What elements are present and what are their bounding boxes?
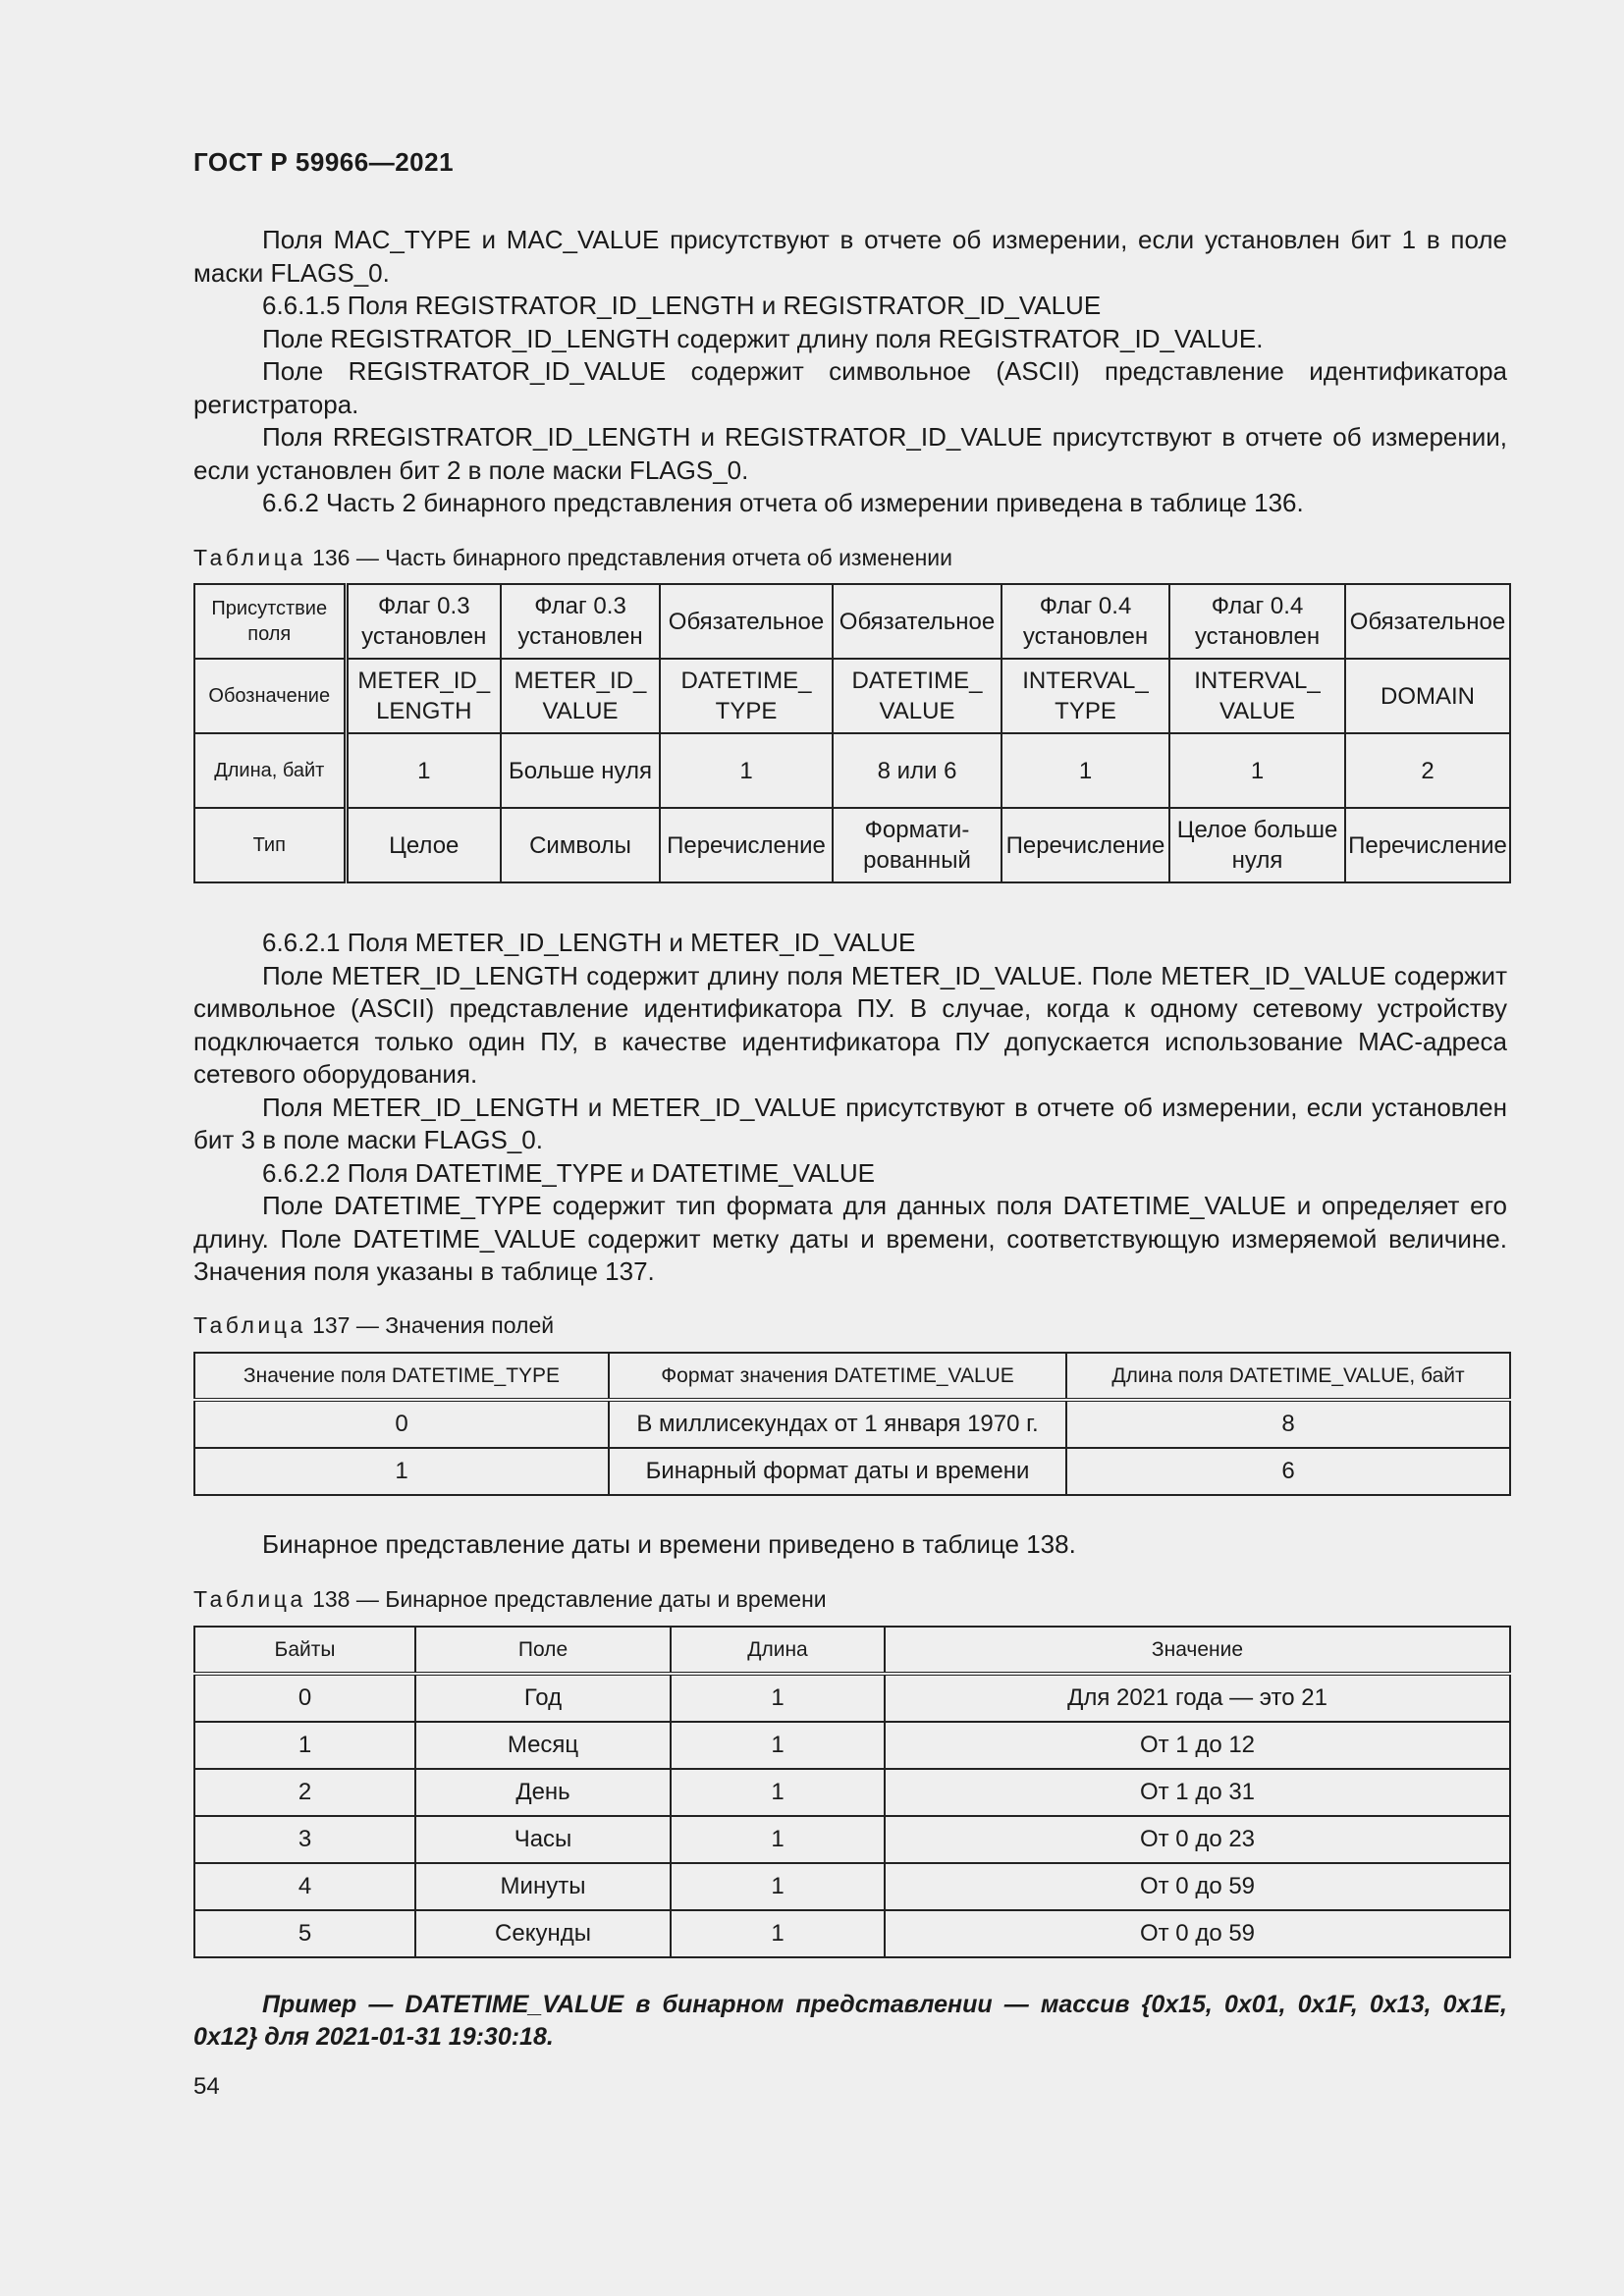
table-cell: Длина, байт [194,733,346,808]
table-cell: Флаг 0.3 установлен [501,584,660,659]
column-header: Длина поля DATETIME_VALUE, байт [1066,1353,1510,1400]
table-cell: 1 [194,1448,609,1495]
table-cell: INTERVAL_ TYPE [1001,659,1169,733]
table-cell: Присутствие поля [194,584,346,659]
table-cell: Перечисление [1345,808,1510,882]
table-row [194,1816,1510,1863]
text-block-3 [193,1528,1507,1562]
paragraph: Поля RREGISTRATOR_ID_LENGTH и REGISTRATOR_ID_VALUE присутствуют в отчете об измерении, если установлен бит 2 в поле маски FLAGS_0. [193,422,1507,485]
table-cell: Целое больше нуля [1169,808,1345,882]
page-number: 54 [193,2073,220,2100]
table-cell: Больше нуля [501,733,660,808]
table-cell: Обозначение [194,659,346,733]
section-heading: 6.6.1.5 Поля REGISTRATOR_ID_LENGTH и REGISTRATOR_ID_VALUE [262,291,1102,320]
table-136-caption [193,543,1507,572]
table-cell: Минуты [415,1863,671,1910]
table-cell: Обязательное [833,584,1001,659]
table-cell: От 0 до 59 [885,1863,1510,1910]
paragraph: Поле REGISTRATOR_ID_VALUE содержит символьное (ASCII) представление идентификатора регистратора. [193,356,1507,419]
table-cell: Целое [346,808,501,882]
table-row [194,1769,1510,1816]
column-header: Формат значения DATETIME_VALUE [609,1353,1066,1400]
table-cell: Бинарный формат даты и времени [609,1448,1066,1495]
table-cell: 6 [1066,1448,1510,1495]
table-cell: 1 [194,1722,415,1769]
table-cell: Перечисление [660,808,833,882]
column-header: Поле [415,1627,671,1674]
section-heading: 6.6.2.2 Поля DATETIME_TYPE и DATETIME_VALUE [262,1157,875,1188]
table-cell: 1 [671,1769,885,1816]
table-row [194,584,1510,659]
table-cell: 1 [671,1910,885,1957]
table-cell: В миллисекундах от 1 января 1970 г. [609,1400,1066,1448]
table-cell: Флаг 0.4 установлен [1169,584,1345,659]
table-cell: От 1 до 12 [885,1722,1510,1769]
table-cell: От 1 до 31 [885,1769,1510,1816]
table-cell: METER_ID_ VALUE [501,659,660,733]
document-header: ГОСТ Р 59966—2021 [193,147,455,177]
table-cell: От 0 до 59 [885,1910,1510,1957]
table-cell: Флаг 0.3 установлен [346,584,501,659]
table-138-caption [193,1584,1507,1614]
table-cell: 8 или 6 [833,733,1001,808]
table-cell: METER_ID_ LENGTH [346,659,501,733]
table-cell: DATETIME_ TYPE [660,659,833,733]
table-cell: Обязательное [1345,584,1510,659]
paragraph: 6.6.2 Часть 2 бинарного представления отчета об измерении приведена в таблице 136. [262,488,1304,517]
paragraph: Поля MAC_TYPE и MAC_VALUE присутствуют в отчете об измерении, если установлен бит 1 в поле маски FLAGS_0. [193,225,1507,288]
section-heading: 6.6.2.1 Поля METER_ID_LENGTH и METER_ID_VALUE [262,928,916,957]
table-cell: Флаг 0.4 установлен [1001,584,1169,659]
paragraph: Поле METER_ID_LENGTH содержит длину поля METER_ID_VALUE. Поле METER_ID_VALUE содержит символьное (ASCII) представление идентификатора ПУ. В случае, когда к одному сетевому устройству подключается только один ПУ, в качестве идентификатора ПУ допускается использование МАС-адреса сетевого оборудования. [193,960,1507,1089]
caption-label: Таблица [193,545,306,570]
table-cell: Часы [415,1816,671,1863]
table-row [194,1863,1510,1910]
table-cell: Год [415,1674,671,1722]
table-cell: DOMAIN [1345,659,1510,733]
paragraph: Бинарное представление даты и времени приведено в таблице 138. [262,1529,1076,1559]
table-cell: DATETIME_ VALUE [833,659,1001,733]
table-cell: Перечисление [1001,808,1169,882]
table-cell: 1 [660,733,833,808]
table-row [194,1722,1510,1769]
table-138 [193,1626,1511,1958]
table-cell: Символы [501,808,660,882]
column-header: Длина [671,1627,885,1674]
table-row [194,1400,1510,1448]
table-cell: 2 [194,1769,415,1816]
table-cell: Обязательное [660,584,833,659]
table-cell: 8 [1066,1400,1510,1448]
table-cell: День [415,1769,671,1816]
text-block-2 [193,927,1507,1289]
table-row [194,659,1510,733]
caption-text: 136 — Часть бинарного представления отчета об изменении [305,545,952,570]
table-cell: 1 [346,733,501,808]
paragraph: Поле DATETIME_TYPE содержит тип формата для данных поля DATETIME_VALUE и определяет его длину. Поле DATETIME_VALUE содержит метку даты и времени, соответствующую измеряемой величине. Значения поля указаны в таблице 137. [193,1191,1507,1286]
table-cell: INTERVAL_ VALUE [1169,659,1345,733]
column-header: Значение поля DATETIME_TYPE [194,1353,609,1400]
example-note: Пример — DATETIME_VALUE в бинарном представлении — массив {0x15, 0x01, 0x1F, 0x13, 0x1E, 0x12} для 2021-01-31 19:30:18. [193,1991,1507,2051]
table-cell: 1 [671,1722,885,1769]
table-row [194,1448,1510,1495]
table-cell: 1 [671,1674,885,1722]
paragraph: Поля METER_ID_LENGTH и METER_ID_VALUE присутствуют в отчете об измерении, если установлен бит 3 в поле маски FLAGS_0. [193,1092,1507,1154]
table-row [194,808,1510,882]
table-cell: 0 [194,1400,609,1448]
table-cell: От 0 до 23 [885,1816,1510,1863]
table-cell: 0 [194,1674,415,1722]
caption-label: Таблица [193,1312,306,1338]
paragraph: Поле REGISTRATOR_ID_LENGTH содержит длину поля REGISTRATOR_ID_VALUE. [262,323,1264,353]
table-cell: 1 [1169,733,1345,808]
column-header: Байты [194,1627,415,1674]
table-header-row [194,1627,1510,1674]
table-header-row [194,1353,1510,1400]
table-cell: 3 [194,1816,415,1863]
table-row [194,1674,1510,1722]
text-block-1 [193,224,1507,520]
table-cell: Тип [194,808,346,882]
table-136 [193,583,1511,883]
caption-text: 137 — Значения полей [305,1312,555,1338]
table-cell: 1 [671,1816,885,1863]
caption-label: Таблица [193,1586,306,1612]
table-cell: 1 [1001,733,1169,808]
table-cell: Форматированный [833,808,1001,882]
table-cell: 4 [194,1863,415,1910]
table-cell: Для 2021 года — это 21 [885,1674,1510,1722]
table-137 [193,1352,1511,1496]
table-cell: 2 [1345,733,1510,808]
table-row [194,1910,1510,1957]
caption-text: 138 — Бинарное представление даты и времени [305,1586,827,1612]
table-row [194,733,1510,808]
table-cell: 5 [194,1910,415,1957]
table-137-caption [193,1310,1507,1340]
table-cell: Секунды [415,1910,671,1957]
table-cell: Месяц [415,1722,671,1769]
table-cell: 1 [671,1863,885,1910]
column-header: Значение [885,1627,1510,1674]
